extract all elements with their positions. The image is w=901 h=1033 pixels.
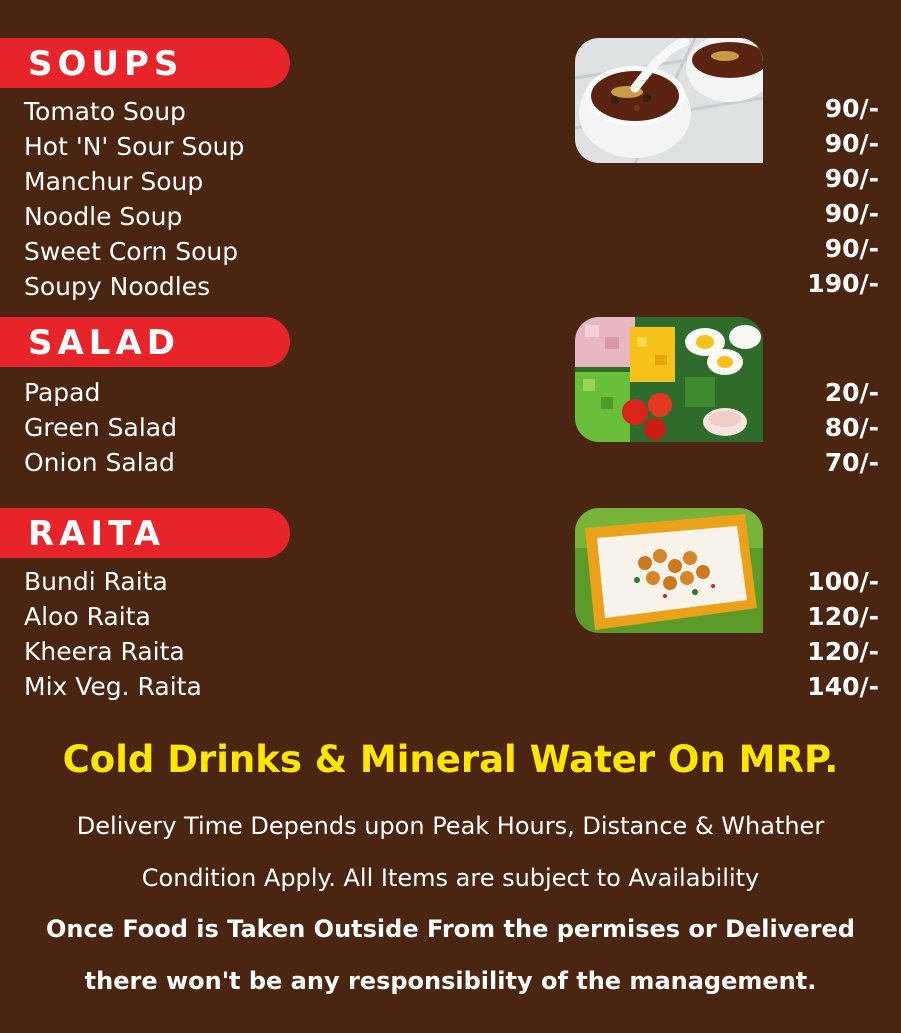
delivery-notice-line-1: Delivery Time Depends upon Peak Hours, Distance & Whather: [76, 812, 825, 840]
menu-item-name: Noodle Soup: [24, 202, 183, 231]
menu-item-name: Mix Veg. Raita: [24, 672, 202, 701]
raita-item-list: [24, 564, 202, 704]
soups-price-list: [807, 91, 879, 301]
salad-banner: [0, 317, 290, 367]
menu-item-price: 80/-: [824, 413, 879, 442]
menu-item-price: 120/-: [807, 637, 879, 666]
raita-banner: [0, 508, 290, 558]
menu-item-price: 70/-: [824, 448, 879, 477]
menu-item-name: Aloo Raita: [24, 602, 151, 631]
mrp-notice: Cold Drinks & Mineral Water On MRP.: [62, 738, 839, 781]
menu-item-name: Green Salad: [24, 413, 177, 442]
menu-item-price: 90/-: [824, 164, 879, 193]
menu-item-price: 90/-: [824, 94, 879, 123]
menu-item-price: 90/-: [824, 199, 879, 228]
raita-price-list: [807, 564, 879, 704]
salad-title: SALAD: [28, 323, 181, 363]
salad-item-list: [24, 375, 177, 480]
menu-item-price: 100/-: [807, 567, 879, 596]
soups-title: SOUPS: [28, 44, 184, 84]
menu-item-name: Soupy Noodles: [24, 272, 211, 301]
menu-item-price: 90/-: [824, 129, 879, 158]
menu-item-name: Tomato Soup: [24, 97, 186, 126]
menu-item-name: Papad: [24, 378, 101, 407]
salad-price-list: [825, 375, 879, 480]
menu-item-price: 20/-: [824, 378, 879, 407]
menu-item-name: Manchur Soup: [24, 167, 204, 196]
soups-banner: [0, 38, 290, 88]
menu-item-name: Sweet Corn Soup: [24, 237, 239, 266]
menu-item-price: 190/-: [807, 269, 879, 298]
responsibility-notice-line-2: there won't be any responsibility of the management.: [84, 967, 817, 995]
menu-item-name: Hot 'N' Sour Soup: [24, 132, 245, 161]
menu-item-name: Kheera Raita: [24, 637, 185, 666]
responsibility-notice-line-1: Once Food is Taken Outside From the permises or Delivered: [46, 915, 855, 943]
menu-item-price: 140/-: [807, 672, 879, 701]
menu-item-name: Onion Salad: [24, 448, 175, 477]
menu-item-name: Bundi Raita: [24, 567, 168, 596]
raita-title: RAITA: [28, 514, 166, 554]
soup-photo: [575, 38, 763, 163]
soups-item-list: [24, 94, 244, 304]
menu-item-price: 90/-: [824, 234, 879, 263]
raita-photo: [575, 508, 763, 633]
delivery-notice-line-2: Condition Apply. All Items are subject to Availability: [141, 864, 760, 892]
salad-photo: [575, 317, 763, 442]
menu-item-price: 120/-: [807, 602, 879, 631]
